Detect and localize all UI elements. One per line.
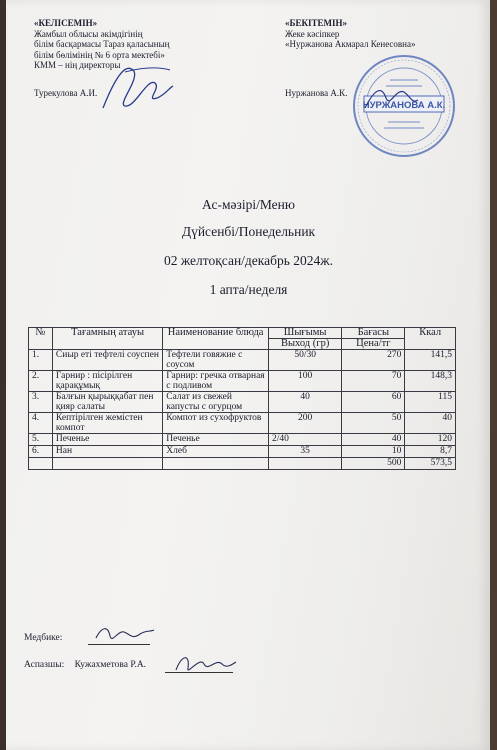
approval-right-title: «БЕКІТЕМІН»	[285, 18, 347, 28]
row-name-kz: Печенье	[52, 434, 162, 446]
header-output-kz: Шығымы	[269, 328, 342, 339]
row-kcal: 8,7	[405, 446, 456, 458]
row-kcal: 141,5	[405, 350, 456, 371]
cook-name: Кужахметова Р.А.	[74, 660, 147, 670]
medic-label: Медбике:	[24, 633, 63, 643]
table-row	[29, 350, 456, 371]
cook-signature	[170, 650, 240, 678]
row-name-ru: Тефтели говяжие с соусом	[163, 350, 269, 371]
row-name-kz: Гарнир : пісірілген қарақұмық	[52, 371, 162, 392]
row-kcal: 115	[405, 392, 456, 413]
row-name-kz: Сиыр еті тефтелі соуспен	[52, 350, 162, 371]
approval-right-line2: «Нуржанова Акмарал Кенесовна»	[285, 39, 416, 49]
approval-left-signer: Турекулова А.И.	[34, 88, 98, 98]
approval-right-line1: Жеке кәсіпкер	[285, 28, 340, 39]
row-kcal: 148,3	[405, 371, 456, 392]
approval-left-title: «КЕЛІСЕМІН»	[34, 18, 98, 28]
row-num: 2.	[29, 371, 53, 392]
row-output: 100	[269, 371, 342, 392]
total-kcal: 573,5	[405, 458, 456, 470]
row-num: 4.	[29, 413, 53, 434]
approval-right-signer: Нуржанова А.К.	[285, 88, 348, 98]
total-price: 500	[342, 458, 405, 470]
director-signature	[95, 58, 175, 118]
header-kcal: Ккал	[405, 328, 456, 350]
row-name-ru: Компот из сухофруктов	[163, 413, 269, 434]
menu-title: Ас-мәзірі/Меню	[202, 197, 295, 212]
table-row	[29, 434, 456, 446]
photo-edge-right	[490, 0, 497, 750]
header-output-ru: Выход (гр)	[269, 339, 342, 350]
date-title: 02 желтоқсан/декабрь 2024ж.	[164, 253, 333, 268]
row-kcal: 120	[405, 434, 456, 446]
header-price-ru: Цена/тг	[342, 339, 405, 350]
medic-signature	[92, 622, 156, 648]
table-row	[29, 371, 456, 392]
header-price-kz: Бағасы	[342, 328, 405, 339]
row-num: 5.	[29, 434, 53, 446]
row-name-ru: Салат из свежей капусты с огурцом	[163, 392, 269, 413]
row-output: 200	[269, 413, 342, 434]
approval-left-line2: білім басқармасы Тараз қаласының	[34, 39, 170, 49]
header-name-kz: Тағамның атауы	[52, 328, 162, 350]
header-name-ru: Наименование блюда	[163, 328, 269, 350]
row-price: 70	[342, 371, 405, 392]
row-num: 6.	[29, 446, 53, 458]
row-price: 50	[342, 413, 405, 434]
header-num: №	[29, 328, 53, 350]
totals-row	[29, 458, 456, 470]
row-name-kz: Балғын қырыққабат пен қияр салаты	[52, 392, 162, 413]
row-output: 40	[269, 392, 342, 413]
row-name-ru: Гарнир: гречка отварная с подливом	[163, 371, 269, 392]
row-output: 2/40	[269, 434, 342, 446]
approval-left-line3: білім бөлімінің № 6 орта мектебі»	[34, 49, 165, 60]
row-output: 35	[269, 446, 342, 458]
cook-label: Аспазшы:	[24, 660, 65, 670]
row-name-ru: Хлеб	[163, 446, 269, 458]
row-price: 10	[342, 446, 405, 458]
approval-block-right	[285, 18, 415, 50]
table-row	[29, 446, 456, 458]
week-title: 1 апта/неделя	[209, 282, 288, 297]
row-name-kz: Кептірілген жемістен компот	[52, 413, 162, 434]
day-title: Дүйсенбі/Понедельник	[181, 224, 316, 239]
table-row	[29, 413, 456, 434]
row-num: 1.	[29, 350, 53, 371]
cook-signature-line	[24, 660, 146, 670]
menu-table	[28, 327, 456, 470]
row-output: 50/30	[269, 350, 342, 371]
table-row	[29, 392, 456, 413]
row-name-kz: Нан	[52, 446, 162, 458]
row-price: 270	[342, 350, 405, 371]
row-name-ru: Печенье	[163, 434, 269, 446]
row-kcal: 40	[405, 413, 456, 434]
approval-left-line1: Жамбыл облысы әкімдігінің	[34, 28, 143, 39]
row-price: 60	[342, 392, 405, 413]
stamp-name: НУРЖАНОВА А.К.	[362, 100, 446, 111]
medic-signature-line	[24, 633, 62, 643]
row-num: 3.	[29, 392, 53, 413]
approval-left-line4: КММ – нің директоры	[34, 60, 121, 70]
table-header-row	[29, 328, 456, 339]
row-price: 40	[342, 434, 405, 446]
entrepreneur-signature	[360, 78, 420, 118]
